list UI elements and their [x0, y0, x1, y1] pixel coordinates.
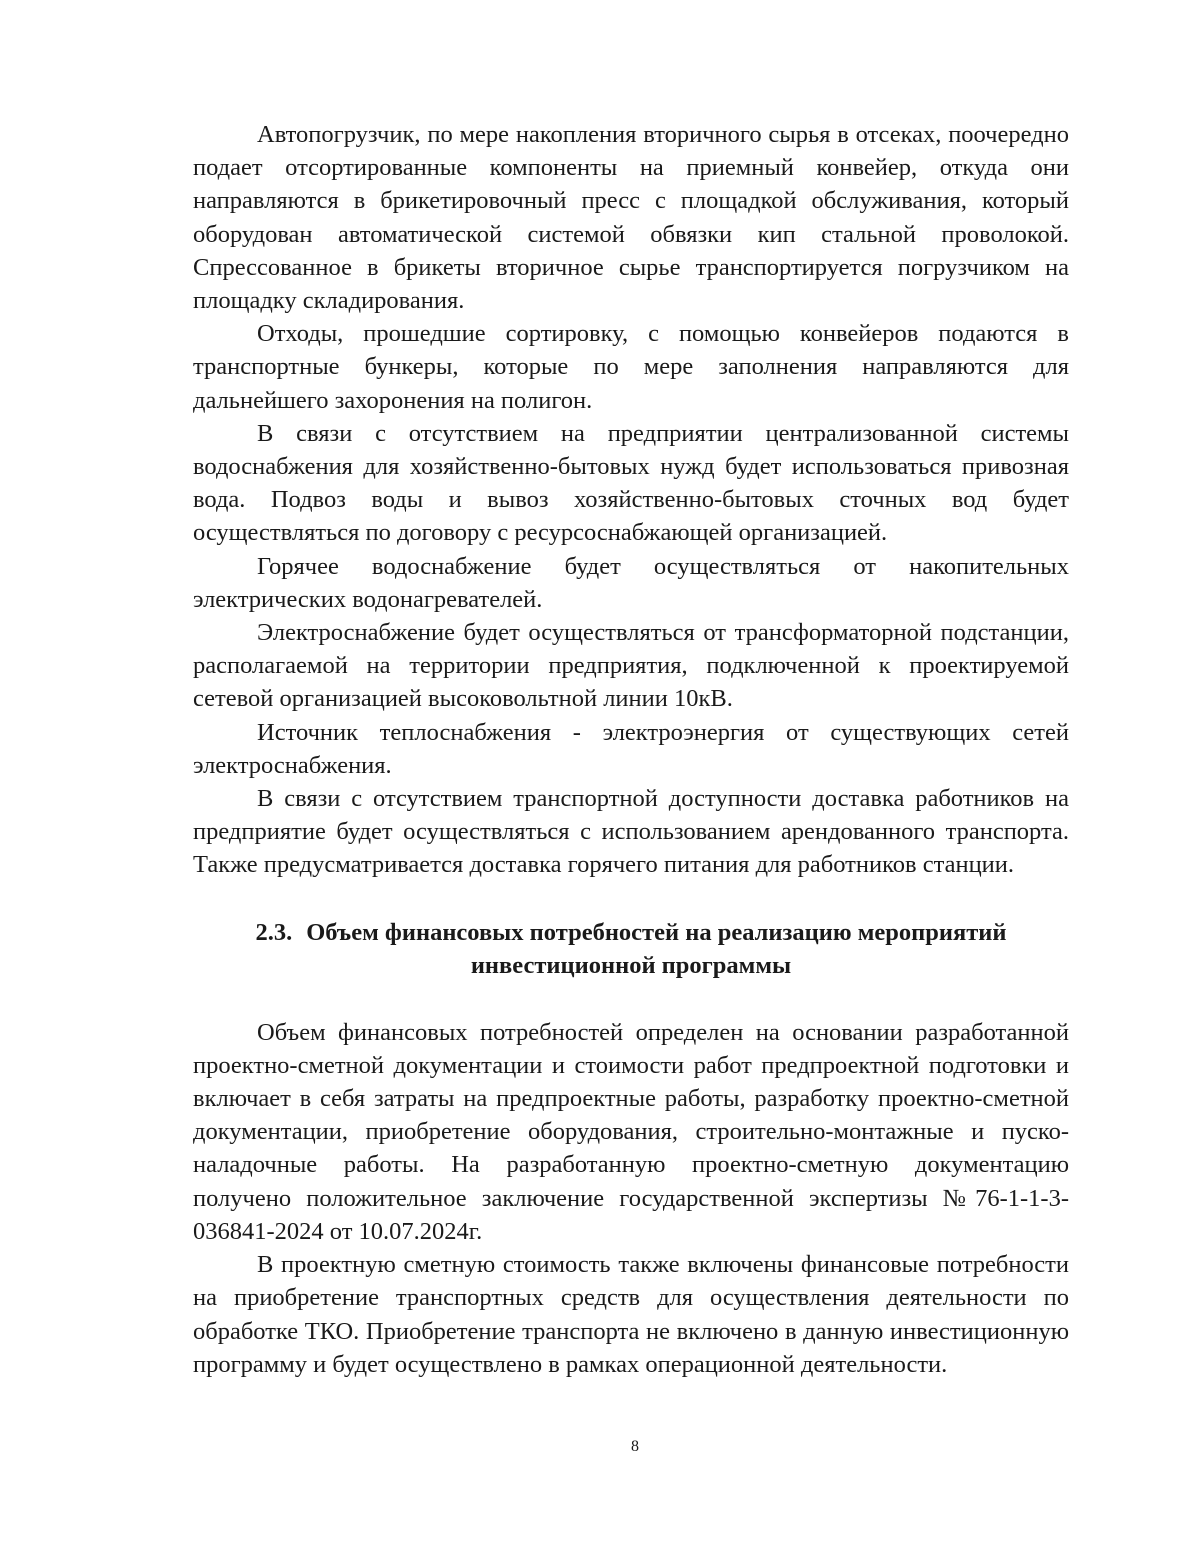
paragraph-transport: В связи с отсутствием транспортной доступности доставка работников на предприятие будет осуществляться с использованием арендованного транспорта. Также предусматривается доставка горячего питания для работников станции. [193, 785, 1069, 879]
section-title-line2: инвестиционной программы [470, 951, 792, 979]
paragraph-power-supply: Электроснабжение будет осуществляться от трансформаторной подстанции, располагаемой на территории предприятия, подключенной к проектируемой сетевой организацией высоковольтной линии 10кВ. [193, 619, 1069, 713]
document-body [193, 118, 1069, 1381]
paragraph-sorted-waste: Отходы, прошедшие сортировку, с помощью конвейеров подаются в транспортные бункеры, которые по мере заполнения направляются для дальнейшего захоронения на полигон. [193, 320, 1069, 414]
section-number: 2.3. [255, 918, 293, 946]
section-title-line1: Объем финансовых потребностей на реализацию мероприятий [306, 918, 1007, 946]
paragraph-financial-needs: Объем финансовых потребностей определен на основании разработанной проектно-сметной документации и стоимости работ предпроектной подготовки и включает в себя затраты на предпроектные работы, разработку проектно-сметной документации, приобретение оборудования, строительно-монтажные и пуско-наладочные работы. На разработанную проектно-сметную документацию получено положительное заключение государственной экспертизы №76-1-1-3-036841-2024 от 10.07.2024г. [193, 1018, 1069, 1245]
paragraph-vehicles: В проектную сметную стоимость также включены финансовые потребности на приобретение транспортных средств для осуществления деятельности по обработке ТКО. Приобретение транспорта не включено в данную инвестиционную программу и будет осуществлено в рамках операционной деятельности. [193, 1251, 1069, 1378]
paragraph-heat-supply: Источник теплоснабжения - электроэнергия от существующих сетей электроснабжения. [193, 718, 1069, 779]
paragraph-water-supply: В связи с отсутствием на предприятии централизованной системы водоснабжения для хозяйственно-бытовых нужд будет использоваться привозная вода. Подвоз воды и вывоз хозяйственно-бытовых сточных вод будет осуществляться по договору с ресурсоснабжающей организацией. [193, 419, 1069, 547]
paragraph-autoloader: Автопогрузчик, по мере накопления вторичного сырья в отсеках, поочередно подает отсортированные компоненты на приемный конвейер, откуда они направляются в брикетировочный пресс с площадкой обслуживания, который оборудован автоматической системой обвязки кип стальной проволокой. Спрессованное в брикеты вторичное сырье транспортируется погрузчиком на площадку складирования. [193, 121, 1069, 315]
paragraph-hot-water: Горячее водоснабжение будет осуществляться от накопительных электрических водонагревателей. [193, 552, 1069, 613]
page-number: 8 [631, 1438, 639, 1455]
section-heading [193, 916, 1069, 982]
